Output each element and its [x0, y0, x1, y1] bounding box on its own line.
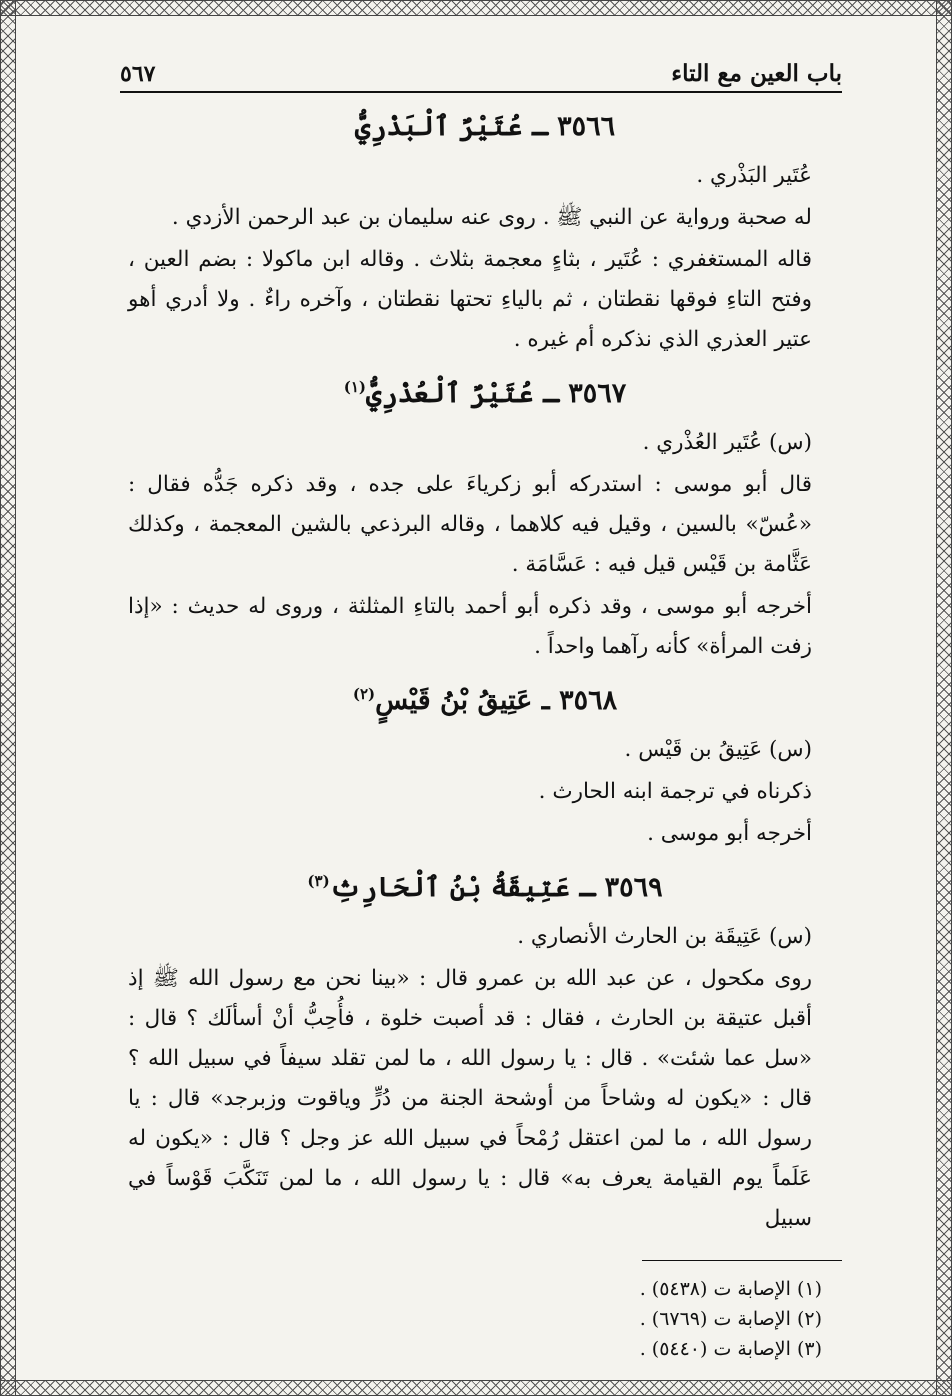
entry-paragraph: (س) عُتَير العُذْري .	[642, 430, 812, 455]
footnote-mark: (١)	[343, 378, 367, 396]
entry-heading: ٣٥٦٨ ـ عَتِيقُ بْنُ قَيْسٍ$^{(٢)}$	[352, 685, 618, 716]
chapter-title: باب العين مع التاء	[671, 60, 842, 87]
entry-3568	[128, 685, 842, 854]
entry-3567	[128, 378, 842, 667]
entry-3566	[128, 111, 842, 360]
right-border	[936, 0, 952, 1396]
top-border	[0, 0, 952, 16]
left-border	[0, 0, 16, 1396]
entry-paragraph: أخرجه أبو موسى .	[647, 821, 812, 846]
footnote-mark: (٣)	[307, 872, 330, 890]
entry-paragraph: روى مكحول ، عن عبد الله بن عمرو قال : «بينا نحن مع رسول الله ﷺ إذ أقبل عتيقة بن الحارث ، فقال : قد أصبت خلوة ، فأُحِبُّ أنْ أسألَك ؟ قال : «سل عما شئت» . قال : يا رسول الله ، ما لمن تقلد سيفاً في سبيل الله ؟ قال : «يكون له وشاحاً من أوشحة الجنة من دُرٍّ وياقوت وزبرجد» قال : يا رسول الله ، ما لمن اعتقل رُمْحاً في سبيل الله عز وجل ؟ قال : «يكون له عَلَماً يوم القيامة يعرف به» قال : يا رسول الله ، ما لمن تَنَكَّبَ قَوْساً في سبيل	[128, 966, 812, 1231]
entry-heading: ٣٥٦٩ ـ عَتِيقَةُ بْنُ ٱلْحَارِثِ$^{(٣)}$	[307, 872, 663, 903]
bottom-border	[0, 1380, 952, 1396]
entry-paragraph: له صحبة ورواية عن النبي ﷺ . روى عنه سليمان بن عبد الرحمن الأزدي .	[171, 205, 812, 230]
footnote-item: (١) الإصابة ت (٥٤٣٨) .	[639, 1278, 822, 1300]
footnote-item: (٣) الإصابة ت (٥٤٤٠) .	[639, 1338, 822, 1360]
running-header	[120, 60, 842, 93]
page-body	[120, 60, 842, 1360]
entry-paragraph: (س) عَتِيقُ بن قَيْس .	[624, 737, 812, 762]
entry-paragraph: (س) عَتِيقَة بن الحارث الأنصاري .	[517, 924, 812, 949]
entry-heading: ٣٥٦٦ ـ عُتَيْرٌ ٱلْبَذْرِيُّ	[354, 111, 616, 142]
page-number: ٥٦٧	[120, 61, 156, 87]
footnotes	[128, 1260, 842, 1364]
footnote-item: (٢) الإصابة ت (٦٧٦٩) .	[639, 1308, 822, 1330]
entry-3569	[128, 872, 842, 1239]
footnote-rule	[642, 1260, 842, 1261]
entry-paragraph: قال أبو موسى : استدركه أبو زكرياءَ على جده ، وقد ذكره جَدُّه فقال : «عُسّ» بالسين ، وقيل فيه كلاهما ، وقاله البرذعي بالشين المعجمة ، وكذلك عَثَّامة بن قَيْس قيل فيه : عَسَّامَة .	[128, 472, 812, 577]
entry-paragraph: ذكرناه في ترجمة ابنه الحارث .	[538, 779, 812, 804]
entry-paragraph: عُتَير البَذْري .	[696, 163, 812, 188]
entry-paragraph: قاله المستغفري : عُتَير ، بثاءٍ معجمة بثلاث . وقاله ابن ماكولا : بضم العين ، وفتح التاءِ فوقها نقطتان ، ثم بالياءِ تحتها نقطتان ، وآخره راءٌ . ولا أدري أهو عتير العذري الذي نذكره أم غيره .	[128, 247, 812, 352]
entry-heading: ٣٥٦٧ ـ عُتَيْرٌ ٱلْعُذْرِيُّ$^{(١)}$	[343, 378, 627, 409]
footnote-mark: (٢)	[352, 685, 376, 703]
entry-paragraph: أخرجه أبو موسى ، وقد ذكره أبو أحمد بالتاءِ المثلثة ، وروى له حديث : «إذا زفت المرأة» كأنه رآهما واحداً .	[128, 594, 812, 659]
